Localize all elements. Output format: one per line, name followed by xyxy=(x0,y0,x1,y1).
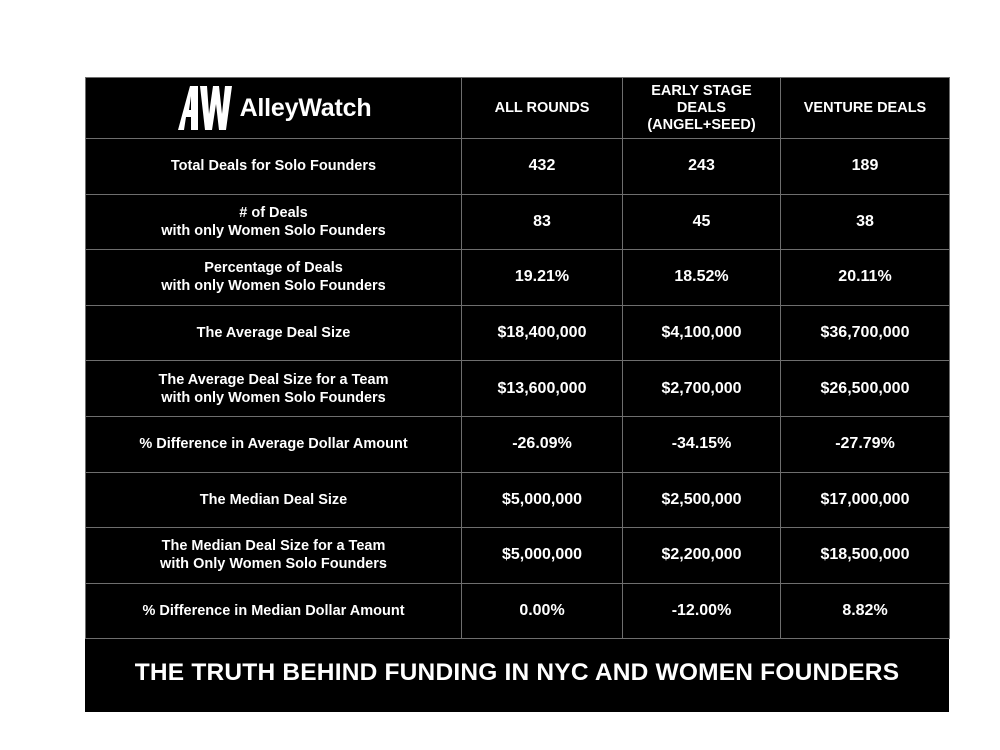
table-cell: $5,000,000 xyxy=(462,528,623,584)
table-cell: 8.82% xyxy=(781,583,950,639)
table-row xyxy=(86,583,950,639)
table-cell: 432 xyxy=(462,139,623,195)
table-cell: $2,200,000 xyxy=(623,528,781,584)
alleywatch-logo-text: AlleyWatch xyxy=(239,93,372,122)
row-label-line: % Difference in Median Dollar Amount xyxy=(142,603,405,620)
row-label xyxy=(86,361,462,417)
row-label-line: # of Deals xyxy=(239,204,308,221)
funding-table xyxy=(85,77,950,639)
table-title: THE TRUTH BEHIND FUNDING IN NYC AND WOMEN FOUNDERS xyxy=(134,658,900,686)
row-label-line: Total Deals for Solo Founders xyxy=(170,158,377,175)
row-label-line: The Average Deal Size xyxy=(196,325,351,342)
row-label-line: % Difference in Average Dollar Amount xyxy=(139,436,408,453)
table-cell: $18,400,000 xyxy=(462,305,623,361)
table-cell: -27.79% xyxy=(781,416,950,472)
table-cell: $26,500,000 xyxy=(781,361,950,417)
column-header-line: (ANGEL+SEED) xyxy=(647,116,756,133)
row-label xyxy=(86,528,462,584)
table-cell: $17,000,000 xyxy=(781,472,950,528)
table-cell: -12.00% xyxy=(623,583,781,639)
row-label-line: The Median Deal Size xyxy=(199,491,348,508)
column-header-0 xyxy=(462,78,623,139)
row-label xyxy=(86,416,462,472)
table-row xyxy=(86,139,950,195)
table-cell: 83 xyxy=(462,194,623,250)
table-row xyxy=(86,250,950,306)
column-header-line: VENTURE DEALS xyxy=(803,99,927,116)
table-cell: -26.09% xyxy=(462,416,623,472)
table-cell: 19.21% xyxy=(462,250,623,306)
table-cell: 18.52% xyxy=(623,250,781,306)
column-header-2 xyxy=(781,78,950,139)
row-label-line: The Median Deal Size for a Team xyxy=(161,538,386,555)
row-label xyxy=(86,194,462,250)
table-row xyxy=(86,528,950,584)
row-label-line: Percentage of Deals xyxy=(204,260,343,277)
column-header-line: EARLY STAGE xyxy=(651,82,752,99)
alleywatch-logo xyxy=(92,84,455,132)
row-label xyxy=(86,139,462,195)
table-row xyxy=(86,472,950,528)
row-label-line: with only Women Solo Founders xyxy=(161,389,386,406)
table-cell: 38 xyxy=(781,194,950,250)
funding-table-body xyxy=(86,78,950,639)
column-header-1 xyxy=(623,78,781,139)
table-row xyxy=(86,194,950,250)
row-label-line: The Average Deal Size for a Team xyxy=(158,371,389,388)
funding-table-panel xyxy=(85,77,949,712)
table-cell: $2,500,000 xyxy=(623,472,781,528)
table-cell: $5,000,000 xyxy=(462,472,623,528)
table-cell: 20.11% xyxy=(781,250,950,306)
row-label xyxy=(86,472,462,528)
table-cell: $4,100,000 xyxy=(623,305,781,361)
row-label xyxy=(86,305,462,361)
row-label-line: with only Women Solo Founders xyxy=(161,222,386,239)
logo-cell xyxy=(86,78,462,139)
table-row xyxy=(86,361,950,417)
table-cell: 45 xyxy=(623,194,781,250)
table-cell: 0.00% xyxy=(462,583,623,639)
table-cell: $13,600,000 xyxy=(462,361,623,417)
column-header-line: DEALS xyxy=(676,99,727,116)
table-cell: 243 xyxy=(623,139,781,195)
row-label xyxy=(86,583,462,639)
table-row xyxy=(86,416,950,472)
header-row xyxy=(86,78,950,139)
row-label-line: with only Women Solo Founders xyxy=(161,278,386,295)
row-label xyxy=(86,250,462,306)
alleywatch-logo-mark-icon xyxy=(176,84,234,132)
table-cell: -34.15% xyxy=(623,416,781,472)
table-cell: $36,700,000 xyxy=(781,305,950,361)
table-cell: 189 xyxy=(781,139,950,195)
column-header-line: ALL ROUNDS xyxy=(494,99,590,116)
table-row xyxy=(86,305,950,361)
table-cell: $2,700,000 xyxy=(623,361,781,417)
table-cell: $18,500,000 xyxy=(781,528,950,584)
row-label-line: with Only Women Solo Founders xyxy=(160,556,387,573)
